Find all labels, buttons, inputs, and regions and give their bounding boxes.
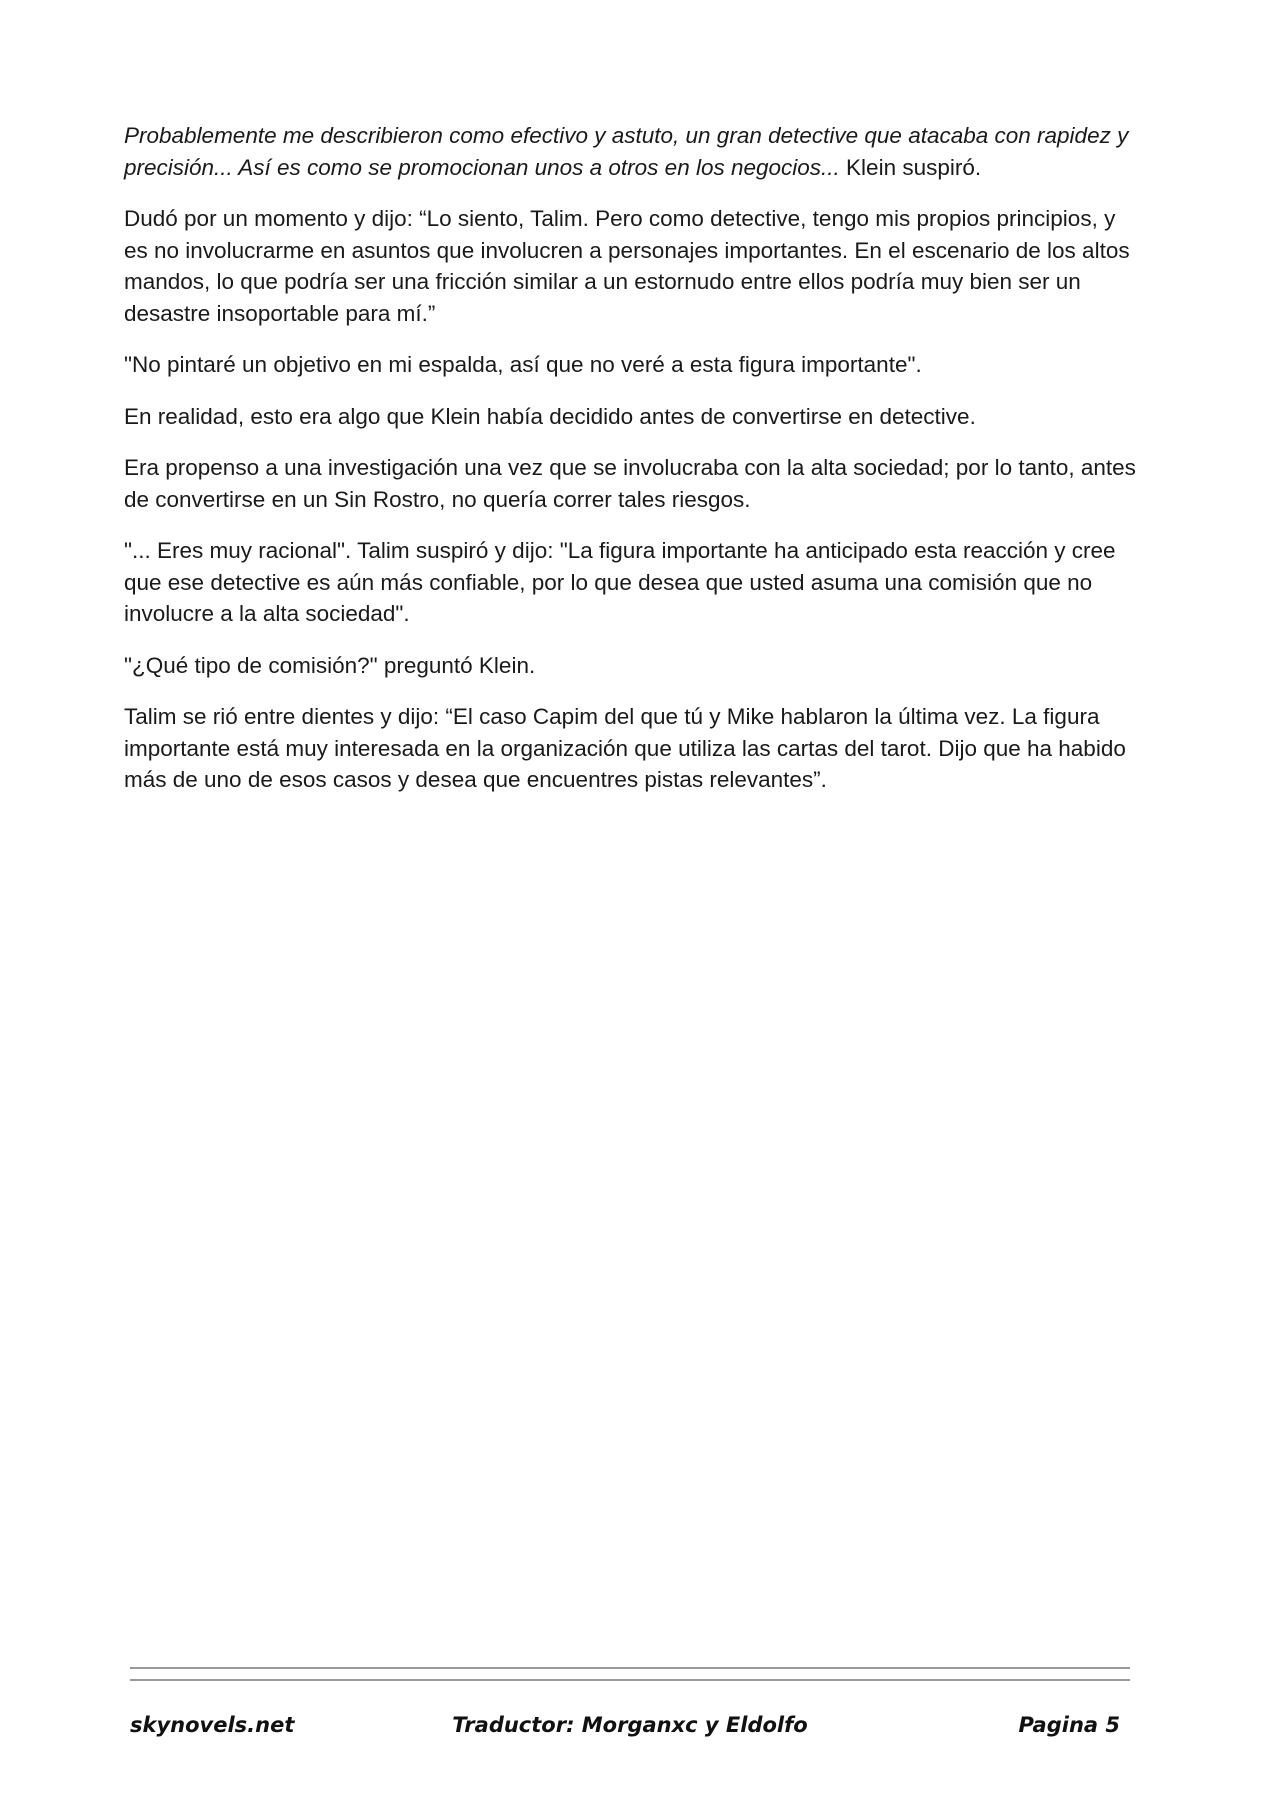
footer-page-number: Pagina 5 (1018, 1713, 1120, 1737)
paragraph-6: "... Eres muy racional". Talim suspiró y dijo: "La figura importante ha anticipado esta reacción y cree que ese detective es aún más confiable, por lo que desea que usted asuma una comisión que no involucre a la alta sociedad". (124, 538, 1116, 626)
paragraph-1 (124, 120, 1144, 183)
footer-translator: Traductor: Morganxc y Eldolfo (452, 1713, 808, 1737)
footer-rule-bottom (130, 1679, 1130, 1681)
paragraph-5: Era propenso a una investigación una vez que se involucraba con la alta sociedad; por lo tanto, antes de convertirse en un Sin Rostro, no quería correr tales riesgos. (124, 455, 1136, 512)
paragraph-3: "No pintaré un objetivo en mi espalda, así que no veré a esta figura importante". (124, 352, 922, 377)
footer-rule-top (130, 1667, 1130, 1669)
paragraph-1-italic: Probablemente me describieron como efectivo y astuto, un gran detective que atacaba con rapidez y precisión... Así es como se promocionan unos a otros en los negocios... (124, 123, 1129, 180)
paragraph-4: En realidad, esto era algo que Klein había decidido antes de convertirse en detective. (124, 403, 976, 429)
paragraph-8: Talim se rió entre dientes y dijo: “El caso Capim del que tú y Mike hablaron la última vez. La figura importante está muy interesada en la organización que utiliza las cartas del tarot. Dijo que ha habido más de uno de esos casos y desea que encuentres pistas relevantes”. (124, 704, 1126, 792)
paragraph-2: Dudó por un momento y dijo: “Lo siento, Talim. Pero como detective, tengo mis propios principios, y es no involucrarme en asuntos que involucren a personajes importantes. En el escenario de los altos mandos, lo que podría ser una fricción similar a un estornudo entre ellos podría muy bien ser un desastre insoportable para mí.” (124, 206, 1130, 326)
footer-site: skynovels.net (130, 1713, 295, 1737)
paragraph-1-text: Klein suspiró. (839, 154, 982, 180)
footer-divider (130, 1667, 1130, 1691)
paragraph-7: "¿Qué tipo de comisión?" preguntó Klein. (124, 652, 536, 678)
document-body (124, 120, 1144, 816)
page-footer (130, 1713, 1130, 1747)
